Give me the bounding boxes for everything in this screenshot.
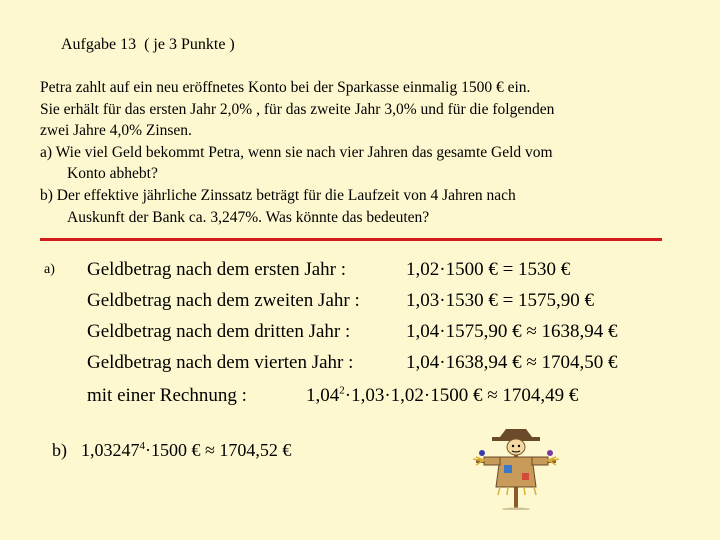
problem-line: zwei Jahre 4,0% Zinsen. xyxy=(40,122,192,140)
solution-row-expression: 1,03·1530 € = 1575,90 € xyxy=(406,290,595,311)
solution-b-label: b) xyxy=(52,440,67,460)
problem-statement xyxy=(40,77,680,228)
problem-line: a) Wie viel Geld bekommt Petra, wenn sie nach vier Jahren das gesamte Geld vom xyxy=(40,143,553,161)
solution-row-expression: 1,04·1575,90 € ≈ 1638,94 € xyxy=(406,321,618,342)
solution-row-expression: 1,02·1500 € = 1530 € xyxy=(406,259,571,280)
task-number: Aufgabe 13 xyxy=(61,36,137,53)
problem-line: Konto abhebt? xyxy=(67,165,158,183)
solution-row-label: Geldbetrag nach dem vierten Jahr : xyxy=(87,352,354,373)
combined-rest: ·1,03·1,02·1500 € ≈ 1704,49 € xyxy=(344,385,579,406)
combined-calculation-label: mit einer Rechnung : xyxy=(87,385,247,406)
task-title xyxy=(61,36,235,54)
solution-b-rest: ·1500 € ≈ 1704,52 € xyxy=(145,440,292,460)
combined-exponent: 2 xyxy=(339,384,345,397)
divider-line xyxy=(40,238,662,241)
solution-row-label: Geldbetrag nach dem ersten Jahr : xyxy=(87,259,347,280)
solution-b xyxy=(52,440,291,461)
task-points: ( je 3 Punkte ) xyxy=(144,36,235,53)
problem-line: Sie erhält für das ersten Jahr 2,0% , für das zweite Jahr 3,0% und für die folgenden xyxy=(40,100,555,118)
combined-calculation-expression xyxy=(306,385,578,407)
solution-b-base: 1,03247 xyxy=(81,440,140,460)
solution-b-exponent: 4 xyxy=(139,440,145,452)
scarecrow-illustration xyxy=(470,425,562,510)
combined-base: 1,04 xyxy=(306,385,340,406)
solution-row-expression: 1,04·1638,94 € ≈ 1704,50 € xyxy=(406,352,618,373)
problem-line: Petra zahlt auf ein neu eröffnetes Konto bei der Sparkasse einmalig 1500 € ein. xyxy=(40,79,531,96)
solution-row-label: Geldbetrag nach dem zweiten Jahr : xyxy=(87,290,360,311)
solution-row-label: Geldbetrag nach dem dritten Jahr : xyxy=(87,321,351,342)
solution-a-label: a) xyxy=(44,262,55,277)
problem-line: b) Der effektive jährliche Zinssatz beträgt für die Laufzeit von 4 Jahren nach xyxy=(40,186,516,204)
problem-line: Auskunft der Bank ca. 3,247%. Was könnte das bedeuten? xyxy=(67,208,430,226)
